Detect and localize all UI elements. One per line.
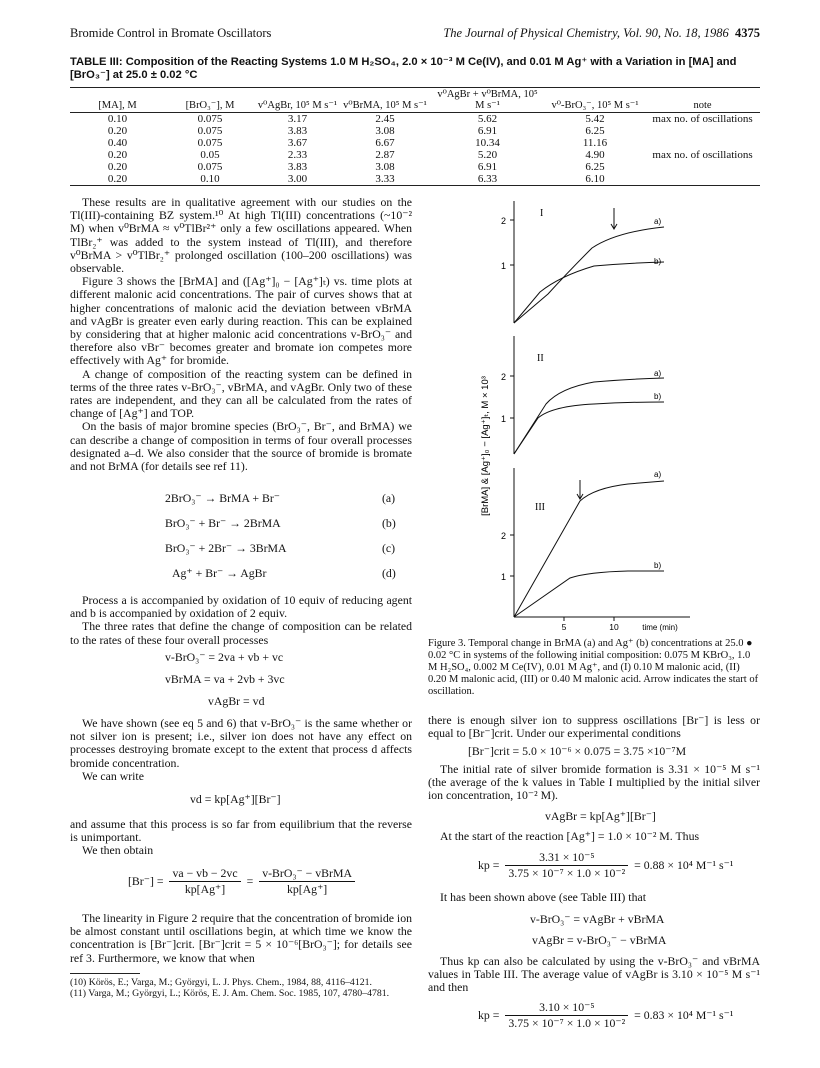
table-cell: 0.20 [70,173,165,186]
table-cell: 2.33 [287,148,308,161]
denominator: kp[Ag⁺] [184,882,226,896]
left-column-mid2 [70,717,412,783]
table-cell: 3.83 [287,160,308,173]
equation-c: BrO₃⁻ + 2Br⁻ → 3BrMA [165,541,287,555]
right-column-top [428,714,760,740]
bromide-lhs: [Br⁻] = [128,874,164,888]
footnotes [70,977,412,999]
equation-label: (a) [382,491,396,505]
right-column-mid [428,763,760,803]
curve-a-label: a) [654,369,662,378]
table-cell: 0.05 [200,148,220,161]
fraction [505,1000,628,1031]
numerator: 3.31 × 10⁻⁵ [505,850,628,866]
table-cell: 0.20 [107,160,128,173]
table-cell: 5.42 [585,112,605,125]
paragraph: Process a is accompanied by oxidation of 10 equiv of reducing agent and b is accompanied by oxidation of 2 equiv. [70,593,412,621]
fraction [505,850,628,881]
equation-vagbr: vAgBr = kp[Ag⁺][Br⁻] [545,809,656,823]
table-cell: 6.91 [477,160,498,173]
critical-bromide-equation: [Br⁻]crit = 5.0 × 10⁻⁶ × 0.075 = 3.75 ×10⁻⁷M [468,744,687,758]
table-cell: 5.62 [477,112,498,125]
table-cell: 0.075 [197,136,223,149]
right-column-bottom [428,955,760,995]
table-cell: 3.33 [340,173,430,186]
y-tick-label: 1 [500,414,506,424]
table-cell: 2.87 [375,148,395,161]
table-cell: 0.10 [107,112,128,125]
paragraph: We have shown (see eq 5 and 6) that v-BrO₃⁻ is the same whether or not silver ion is present; i.e., silver ion does not have any effect on processes destroying bromate except to the extent that process d affects bromide concentration. [70,716,412,770]
panel-roman-label: I [540,208,544,219]
footnote: (10) Körös, E.; Varga, M.; Györgyi, L. J. Phys. Chem., 1984, 88, 4116–4121. [70,977,372,988]
right-column-mid3 [428,891,760,904]
table-cell: 0.20 [107,148,128,161]
table-cell: 3.00 [255,173,340,186]
paragraph: These results are in qualitative agreement with our studies on the Tl(III)-containing BZ system.¹⁰ At high Tl(III) concentrations (~10⁻² M) when v⁰BrMA ≈ v⁰TlBr²⁺ only a few oscillations appeared. When TlBr₂⁺ was added to the system instead of Tl(III), and therefore v⁰BrMA > v⁰TlBr₂⁺ prolonged oscillation (100–200 oscillations) was observable. [70,195,412,276]
table-cell: 6.25 [585,124,605,137]
panel-3 [501,468,664,617]
footnote-rule [70,973,140,974]
x-tick-label: 10 [609,622,619,632]
table-header: note [645,88,760,113]
table-row [70,161,760,173]
x-tick-label: 5 [561,622,567,632]
paragraph: We then obtain [82,843,154,858]
footnote: (11) Varga, M.; Györgyi, L.; Körös, E. J. Am. Chem. Soc. 1985, 107, 4780–4781. [70,988,390,999]
paragraph: It has been shown above (see Table III) that [440,890,646,904]
table-header: [BrO₃⁻], M [165,88,255,113]
paragraph: On the basis of major bromine species (BrO₃⁻, Br⁻, and BrMA) we can describe a change of composition in terms of four overall processes designated a–d. We also consider that the source of bromide is bromate and not BrMA (for details see ref 11). [70,419,412,474]
curve-b [514,262,664,323]
table-cell: 3.08 [375,160,395,173]
table-row [70,125,760,137]
curve-b-label: b) [654,257,662,266]
table-header: v⁰-BrO₃⁻, 10⁵ M s⁻¹ [545,88,645,113]
running-header [70,26,760,42]
curve-a [514,227,664,323]
kp-equation-1 [478,850,733,881]
denominator: 3.75 × 10⁻⁷ × 1.0 × 10⁻² [508,1016,626,1030]
table-row [70,149,760,161]
paragraph: The linearity in Figure 2 require that the concentration of bromide ion be almost constant until oscillations begin, at which time we know the concentration is [Br⁻]crit. [Br⁻]crit = 5 × 10⁻⁶[BrO₃⁻]; for details see ref 3. Furthermore, we know that when [70,911,412,965]
numerator: va − vb − 2vc [169,866,240,882]
y-tick-label: 2 [500,531,506,541]
table-cell: 2.45 [375,112,395,125]
table-row [70,173,760,186]
table-cell [645,173,760,186]
relation-2: vAgBr = v-BrO₃⁻ − vBrMA [532,933,667,947]
table-cell: 11.16 [582,136,608,149]
paragraph: The three rates that define the change of composition can be related to the rates of these four overall processes [70,619,412,647]
rate-equation: vAgBr = vd [208,694,265,708]
left-column-top [70,196,412,473]
journal-name: The Journal of Physical Chemistry, Vol. 90, No. 18, 1986 [443,26,729,40]
table-cell [645,137,760,149]
paragraph: The initial rate of silver bromide formation is 3.31 × 10⁻⁵ M s⁻¹ (the average of the k values in Table I multiplied by the initial silver ion concentration, 10⁻² M). [428,762,760,803]
table-cell: 3.83 [287,124,308,137]
panel-roman-label: III [535,502,545,513]
table-cell [645,125,760,137]
table-cell: 6.67 [375,136,395,149]
table-cell: 0.40 [107,136,128,149]
equation-label: (d) [382,566,396,580]
equation-label: (b) [382,516,396,530]
table-cell: 6.33 [430,173,545,186]
kp-lhs: kp = [478,1008,500,1022]
curve-a-label: a) [654,217,662,226]
table-header-row [70,88,760,113]
panel-2 [501,336,664,454]
paragraph: Figure 3 shows the [BrMA] and ([Ag⁺]₀ − [Ag⁺]ₜ) vs. time plots at different malonic acid concentrations. The pair of curves shows that at higher concentrations of malonic acid the deviation between vBrMA and vAgBr is greater even early during reaction. This can be explained by considering that at higher malonic acid concentrations v-BrO₃⁻ and therefore also vBr⁻ becomes greater and bromate ion competes more effectively with Ag⁺ for bromide. [70,274,412,368]
table-cell: 5.20 [477,148,498,161]
panel-1 [501,201,664,323]
table-header: v⁰AgBr, 10⁵ M s⁻¹ [255,88,340,113]
y-tick-label: 2 [500,216,506,226]
paragraph: Thus kp can also be calculated by using the v-BrO₃⁻ and vBrMA values in Table III. The average value of vAgBr is 3.10 × 10⁻⁵ M s⁻¹ and then [428,954,760,995]
paragraph: A change of composition of the reacting system can be defined in terms of the three rates v-BrO₃⁻, vBrMA, and vAgBr. Only two of these rates are independent, and they can all be calculated from the rates of change of [Ag⁺] and TOP. [70,366,412,421]
table-row [70,113,760,126]
curve-b-label: b) [654,561,662,570]
table-header: v⁰BrMA, 10⁵ M s⁻¹ [340,88,430,113]
page-number: 4375 [735,26,760,40]
table-cell: 3.17 [287,112,308,125]
equation-a: 2BrO₃⁻ → BrMA + Br⁻ [165,491,280,505]
table-cell: 10.34 [475,136,500,149]
journal-citation [443,26,760,41]
fraction [169,866,240,897]
left-column-bottom [70,912,412,965]
bromide-equation [128,866,355,897]
paragraph: there is enough silver ion to suppress oscillations [Br⁻] is less or equal to [Br⁻]crit. Under our experimental conditions [428,713,760,741]
equation-b: BrO₃⁻ + Br⁻ → 2BrMA [165,516,281,530]
running-title: Bromide Control in Bromate Oscillators [70,26,272,40]
paragraph: and assume that this process is so far from equilibrium that the reverse is unimportant. [70,817,412,845]
curve-a-label: a) [654,470,662,479]
table-cell: 6.91 [477,124,498,137]
left-column-mid [70,594,412,647]
curve-b [514,402,664,454]
kp-rhs: = 0.83 × 10⁴ M⁻¹ s⁻¹ [634,1008,734,1022]
left-column-mid3 [70,818,412,858]
table-cell: max no. of oscillations [652,148,753,161]
equation-d: Ag⁺ + Br⁻ → AgBr [172,566,267,580]
table-cell: 4.90 [585,148,605,161]
relation-1: v-BrO₃⁻ = vAgBr + vBrMA [530,912,665,926]
paragraph: We can write [82,768,144,783]
table-header: [MA], M [70,88,165,113]
paragraph: At the start of the reaction [Ag⁺] = 1.0 × 10⁻² M. Thus [440,829,700,843]
rate-equation: v-BrO₃⁻ = 2va + vb + vc [165,650,284,664]
kp-rhs: = 0.88 × 10⁴ M⁻¹ s⁻¹ [634,858,734,872]
curve-a [514,378,664,454]
y-tick-label: 2 [500,372,506,382]
panel-roman-label: II [537,353,544,364]
table-caption: TABLE III: Composition of the Reacting Systems 1.0 M H₂SO₄, 2.0 × 10⁻³ M Ce(IV), and 0.01 M Ag⁺ with a Variation in [MA] and [BrO₃⁻] at 25.0 ± 0.02 °C [70,56,737,81]
figure-3 [428,196,760,634]
numerator: v-BrO₃⁻ − vBrMA [259,866,355,882]
denominator: 3.75 × 10⁻⁷ × 1.0 × 10⁻² [508,866,626,880]
table-cell: max no. of oscillations [652,112,753,125]
table-cell: 0.075 [197,160,223,173]
table-cell: 0.10 [165,173,255,186]
right-column-mid2 [428,830,760,843]
table-cell: 3.67 [287,136,308,149]
figure-caption: Figure 3. Temporal change in BrMA (a) and Ag⁺ (b) concentrations at 25.0 ● 0.02 °C in systems of the following initial composition: 0.075 M KBrO₃, 1.0 M H₂SO₄, 0.002 M Ce(IV), 0.01 M Ag⁺, and (I) 0.10 M malonic acid, (II) 0.20 M malonic acid, (III) or 0.40 M malonic acid. Arrow indicates the start of oscillation. [428,638,759,697]
y-tick-label: 1 [500,572,506,582]
fraction [259,866,355,897]
table-header: v⁰AgBr + v⁰BrMA, 10⁵ M s⁻¹ [430,88,545,113]
equals-sign: = [246,874,254,888]
equation-label: (c) [382,541,396,555]
equation-vd: vd = kp[Ag⁺][Br⁻] [190,792,281,806]
composition-table [70,87,760,186]
y-tick-label: 1 [500,261,506,271]
table-cell: 0.20 [107,124,128,137]
rate-equation: vBrMA = va + 2vb + 3vc [165,672,285,686]
table-cell: 3.08 [375,124,395,137]
y-axis-label: [BrMA] & [Ag⁺]₀ − [Ag⁺]ₜ, M × 10³ [480,376,491,516]
kp-lhs: kp = [478,858,500,872]
table-cell: 0.075 [197,112,223,125]
kp-equation-2 [478,1000,733,1031]
x-axis-label: time (min) [642,623,678,632]
curve-b-label: b) [654,392,662,401]
table-cell [645,161,760,173]
table-cell: 6.10 [545,173,645,186]
denominator: kp[Ag⁺] [286,882,328,896]
table-row [70,137,760,149]
numerator: 3.10 × 10⁻⁵ [505,1000,628,1016]
table-cell: 0.075 [197,124,223,137]
table-cell: 6.25 [585,160,605,173]
